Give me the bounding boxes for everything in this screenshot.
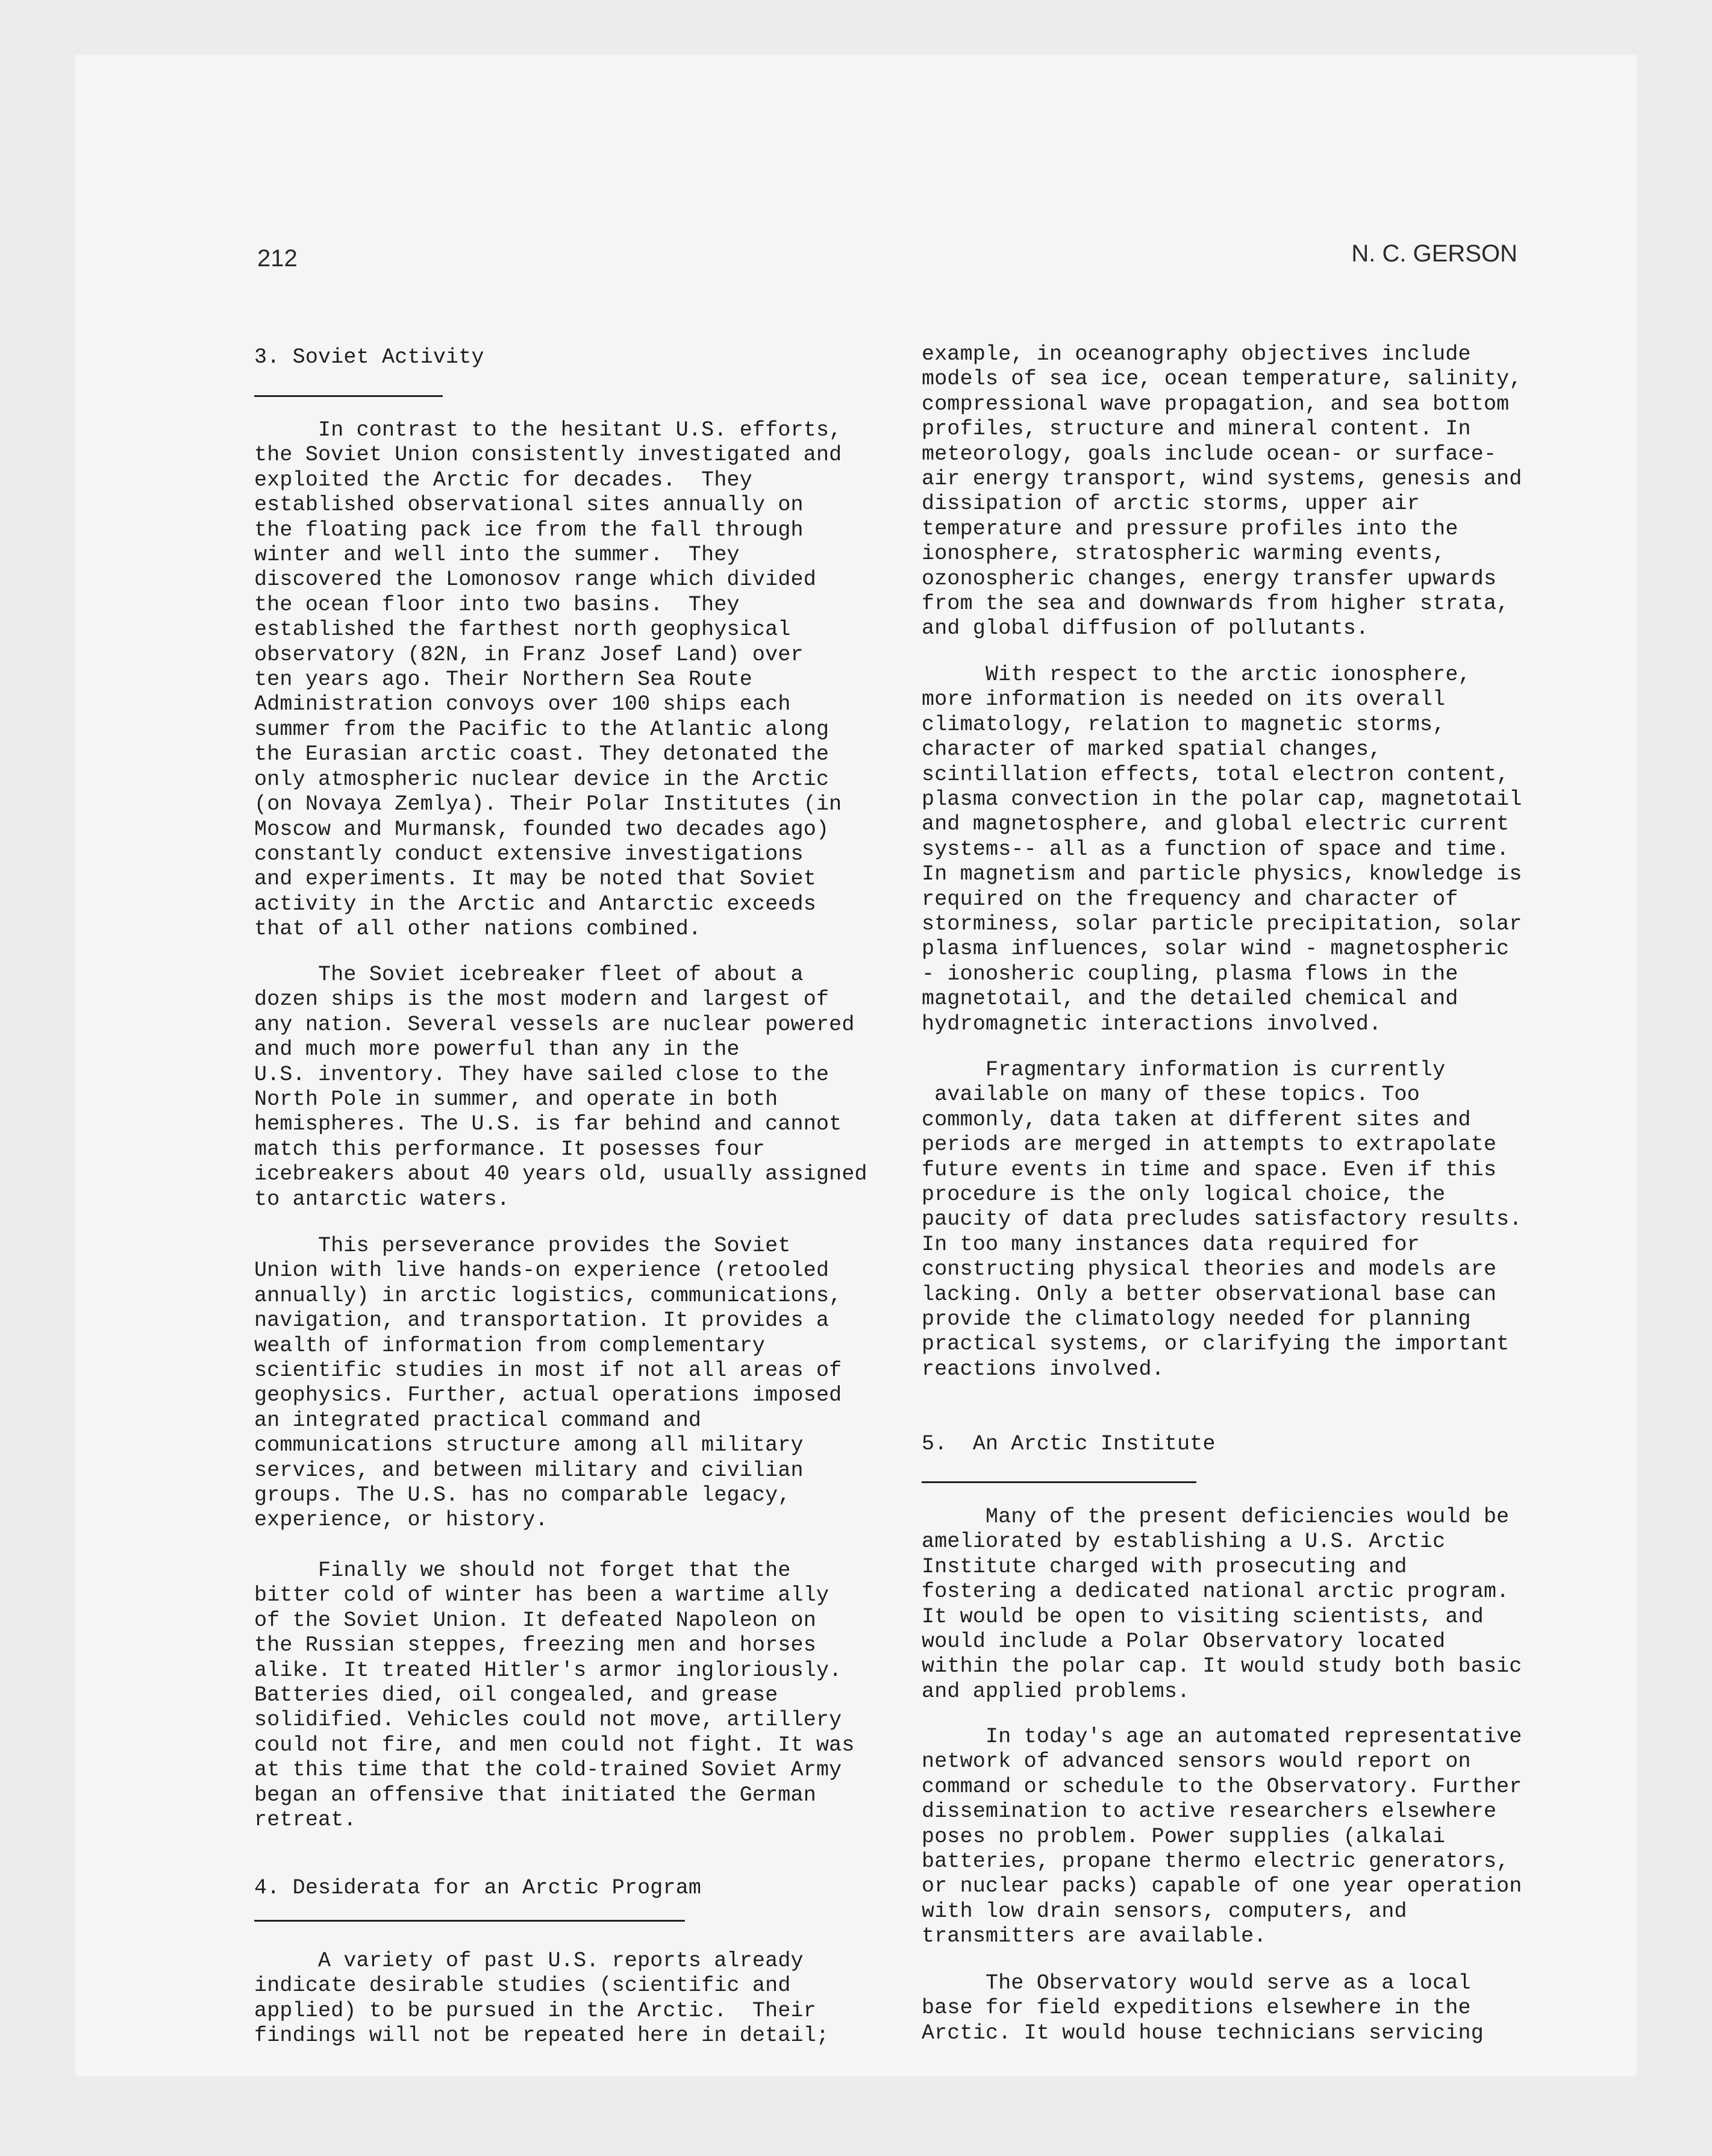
- section-5-underline: [922, 1481, 1196, 1483]
- paragraph: A variety of past U.S. reports already indicate desirable studies (scientific and applied) to be pursued in the Arctic. Their findings will not be repeated here in detail;: [254, 1949, 829, 2048]
- paragraph: The Soviet icebreaker fleet of about a dozen ships is the most modern and largest of any nation. Several vessels are nuclear powered and much more powerful than any in the U.S. inventory. They have sailed close to the North Pole in summer, and operate in both hemispheres. The U.S. is far behind and cannot match this performance. It posesses four icebreakers about 40 years old, usually assigned to antarctic waters.: [254, 963, 867, 1211]
- document-page: [75, 55, 1637, 2076]
- paragraph: The Observatory would serve as a local base for field expeditions elsewhere in the Arctic. It would house technicians servicing: [922, 1971, 1484, 2045]
- paragraph: Finally we should not forget that the bitter cold of winter has been a wartime ally of the Soviet Union. It defeated Napoleon on the Russian steppes, freezing men and horses alike. It treated Hitler's armor ingloriously. Batteries died, oil congealed, and grease solidified. Vehicles could not move, artillery could not fire, and men could not fight. It was at this time that the cold-trained Soviet Army began an offensive that initiated the German retreat.: [254, 1558, 855, 1833]
- running-header-author: N. C. GERSON: [1351, 240, 1517, 267]
- paragraph: This perseverance provides the Soviet Union with live hands-on experience (retooled annually) in arctic logistics, communications, navigation, and transportation. It provides a wealth of information from complementary scientific studies in most if not all areas of geophysics. Further, actual operations imposed an integrated practical command and communications structure among all military services, and between military and civilian groups. The U.S. has no comparable legacy, experience, or history.: [254, 1234, 842, 1533]
- section-5-heading: 5. An Arctic Institute: [922, 1432, 1216, 1456]
- section-3-underline: [254, 395, 443, 397]
- page-number: 212: [257, 245, 298, 272]
- section-4-heading: 4. Desiderata for an Arctic Program: [254, 1876, 702, 1900]
- section-3-heading: 3. Soviet Activity: [254, 345, 484, 369]
- paragraph: In today's age an automated representative network of advanced sensors would report on command or schedule to the Observatory. Further dissemination to active researchers elsewhere poses no problem. Power supplies (alkalai batteries, propane thermo electric generators, or nuclear packs) capable of one year operation with low drain sensors, computers, and transmitters are available.: [922, 1725, 1522, 1949]
- section-4-underline: [254, 1920, 685, 1922]
- paragraph: Fragmentary information is currently available on many of these topics. Too commonly, data taken at different sites and periods are merged in attempts to extrapolate future events in time and space. Even if this procedure is the only logical choice, the paucity of data precludes satisfactory results. In too many instances data required for constructing physical theories and models are lacking. Only a better observational base can provide the climatology needed for planning practical systems, or clarifying the important reactions involved.: [922, 1058, 1522, 1381]
- paragraph: example, in oceanography objectives include models of sea ice, ocean temperature, salinity, compressional wave propagation, and sea bottom profiles, structure and mineral content. In meteorology, goals include ocean- or surface- air energy transport, wind systems, genesis and dissipation of arctic storms, upper air temperature and pressure profiles into the ionosphere, stratospheric warming events, ozonospheric changes, energy transfer upwards from the sea and downwards from higher strata, and global diffusion of pollutants.: [922, 342, 1522, 641]
- paragraph: Many of the present deficiencies would be ameliorated by establishing a U.S. Arctic Institute charged with prosecuting and fostering a dedicated national arctic program. It would be open to visiting scientists, and would include a Polar Observatory located within the polar cap. It would study both basic and applied problems.: [922, 1505, 1522, 1704]
- paragraph: With respect to the arctic ionosphere, more information is needed on its overall climatology, relation to magnetic storms, character of marked spatial changes, scintillation effects, total electron content, plasma convection in the polar cap, magnetotail and magnetosphere, and global electric current systems-- all as a function of space and time. In magnetism and particle physics, knowledge is required on the frequency and character of storminess, solar particle precipitation, solar plasma influences, solar wind - magnetospheric - ionosheric coupling, plasma flows in the magnetotail, and the detailed chemical and hydromagnetic interactions involved.: [922, 663, 1522, 1036]
- paragraph: In contrast to the hesitant U.S. efforts, the Soviet Union consistently investigated and exploited the Arctic for decades. They established observational sites annually on the floating pack ice from the fall through winter and well into the summer. They discovered the Lomonosov range which divided the ocean floor into two basins. They established the farthest north geophysical observatory (82N, in Franz Josef Land) over ten years ago. Their Northern Sea Route Administration convoys over 100 ships each summer from the Pacific to the Atlantic along the Eurasian arctic coast. They detonated the only atmospheric nuclear device in the Arctic (on Novaya Zemlya). Their Polar Institutes (in Moscow and Murmansk, founded two decades ago) constantly conduct extensive investigations and experiments. It may be noted that Soviet activity in the Arctic and Antarctic exceeds that of all other nations combined.: [254, 418, 842, 942]
